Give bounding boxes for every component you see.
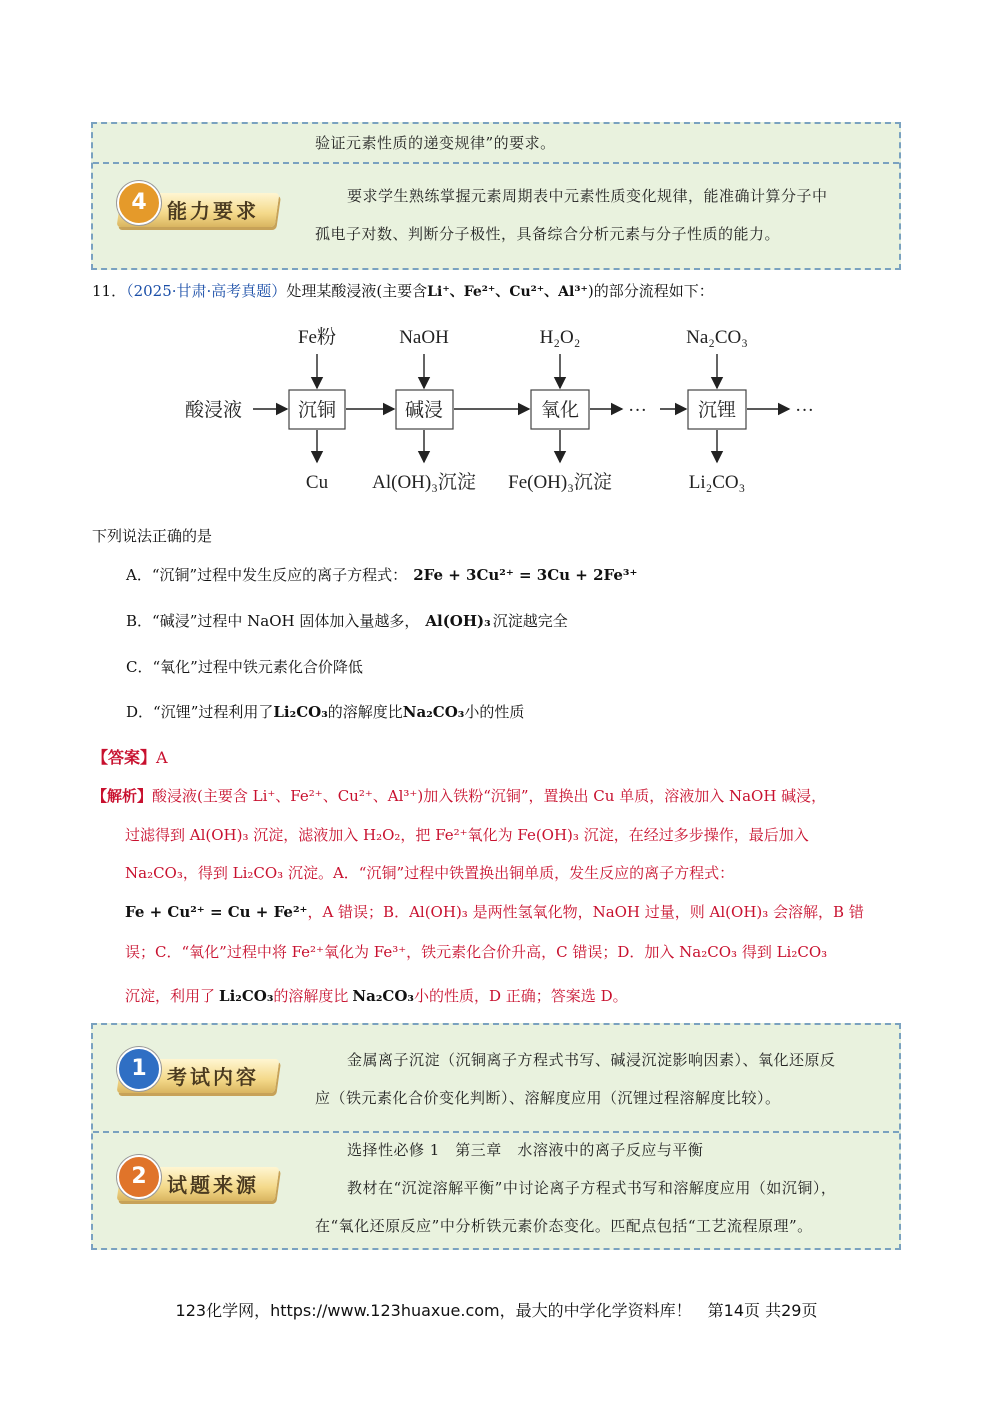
analysis-text: ，A 错误；B．Al(OH)₃ 是两性氢氧化物，NaOH 过量，则 Al(OH)₃ 会溶解，B 错 bbox=[307, 903, 864, 921]
step-output: Al(OH)₃沉淀 bbox=[372, 472, 476, 493]
option-formula: Li₂CO₃ bbox=[273, 703, 328, 721]
option-letter: D． bbox=[126, 703, 154, 721]
question-number: 11． bbox=[92, 282, 127, 300]
analysis-text: 小的性质，D 正确；答案选 D。 bbox=[414, 987, 628, 1005]
flow-ellipsis: ··· bbox=[795, 400, 814, 421]
step-input: H₂O₂ bbox=[539, 327, 581, 348]
option-formula: Al(OH)₃ bbox=[425, 612, 491, 630]
analysis-line bbox=[125, 900, 864, 924]
box-line: 要求学生熟练掌握元素周期表中元素性质变化规律，能准确计算分子中 bbox=[347, 187, 828, 205]
answer-label: 【答案】 bbox=[92, 748, 157, 767]
question-source-badge bbox=[111, 1153, 281, 1211]
process-flow-diagram bbox=[0, 310, 993, 510]
question-stem bbox=[92, 279, 714, 304]
option-text: “沉铜”过程中发生反应的离子方程式： bbox=[151, 566, 408, 584]
box-line: 应（铁元素化合价变化判断）、溶解度应用（沉锂过程溶解度比较）。 bbox=[315, 1089, 781, 1107]
step-label: 氧化 bbox=[540, 400, 580, 421]
option-c bbox=[126, 656, 363, 677]
exam-content-badge bbox=[111, 1045, 281, 1103]
step-input: NaOH bbox=[399, 327, 449, 348]
stem-text: 处理某酸浸液(主要含 bbox=[286, 282, 428, 300]
page-footer: 123化学网，https://www.123huaxue.com，最大的中学化学资料库！ 第14页 共29页 bbox=[175, 1301, 818, 1320]
box-divider bbox=[93, 162, 899, 164]
option-text: “氧化”过程中铁元素化合价降低 bbox=[152, 658, 363, 676]
badge-label: 试题来源 bbox=[167, 1173, 259, 1197]
option-letter: C． bbox=[126, 658, 153, 676]
step-output: Li₂CO₃ bbox=[688, 472, 746, 493]
option-formula: Na₂CO₃ bbox=[402, 703, 465, 721]
answer bbox=[92, 746, 168, 770]
option-text: “沉锂”过程利用了 bbox=[153, 703, 274, 721]
analysis-line bbox=[125, 984, 628, 1008]
analysis-line bbox=[92, 784, 826, 808]
analysis-text: 沉淀，利用了 bbox=[125, 987, 216, 1005]
badge-number: 4 bbox=[117, 181, 161, 225]
option-d bbox=[126, 701, 524, 722]
box-line: 选择性必修 1 第三章 水溶液中的离子反应与平衡 bbox=[347, 1141, 704, 1159]
analysis-text: 酸浸液(主要含 Li⁺、Fe²⁺、Cu²⁺、Al³⁺)加入铁粉“沉铜”，置换出 Cu 单质，溶液加入 NaOH 碱浸， bbox=[152, 787, 827, 805]
option-text: 小的性质 bbox=[464, 703, 525, 721]
badge-number: 2 bbox=[117, 1155, 161, 1199]
step-label: 沉锂 bbox=[697, 400, 737, 421]
step-input: Fe粉 bbox=[297, 327, 337, 348]
step-input: Na₂CO₃ bbox=[686, 327, 748, 348]
flow-start: 酸浸液 bbox=[185, 400, 243, 421]
option-a bbox=[126, 564, 637, 585]
step-label: 沉铜 bbox=[297, 400, 337, 421]
analysis-line: Na₂CO₃，得到 Li₂CO₃ 沉淀。A．“沉铜”过程中铁置换出铜单质，发生反应的离子方程式： bbox=[125, 864, 735, 882]
flow-ellipsis: ··· bbox=[628, 400, 647, 421]
option-formula: 2Fe + 3Cu²⁺ = 3Cu + 2Fe³⁺ bbox=[413, 566, 638, 584]
analysis-formula: Na₂CO₃ bbox=[352, 987, 414, 1005]
answer-value: A bbox=[156, 748, 168, 767]
badge-label: 能力要求 bbox=[167, 199, 259, 223]
badge-label: 考试内容 bbox=[167, 1065, 259, 1089]
badge-number: 1 bbox=[117, 1047, 161, 1091]
box-line: 金属离子沉淀（沉铜离子方程式书写、碱浸沉淀影响因素）、氧化还原反 bbox=[347, 1051, 836, 1069]
exam-info-box bbox=[91, 1023, 901, 1250]
box-line: 验证元素性质的递变规律”的要求。 bbox=[315, 134, 556, 152]
requirement-box bbox=[91, 122, 901, 270]
box-line: 孤电子对数、判断分子极性，具备综合分析元素与分子性质的能力。 bbox=[315, 225, 781, 243]
analysis-line: 误；C．“氧化”过程中将 Fe²⁺氧化为 Fe³⁺，铁元素化合价升高，C 错误；D．加入 Na₂CO₃ 得到 Li₂CO₃ bbox=[125, 943, 828, 961]
stem-ions: Li⁺、Fe²⁺、Cu²⁺、Al³⁺ bbox=[427, 284, 588, 300]
step-label: 碱浸 bbox=[404, 400, 444, 421]
analysis-label: 【解析】 bbox=[92, 787, 153, 805]
stem-text: )的部分流程如下： bbox=[587, 282, 714, 300]
ability-badge bbox=[111, 179, 281, 237]
question-source: （2025·甘肃·高考真题） bbox=[126, 282, 287, 300]
box-line: 教材在“沉淀溶解平衡”中讨论离子方程式书写和溶解度应用（如沉铜）， bbox=[347, 1179, 837, 1197]
option-letter: A． bbox=[126, 566, 152, 584]
option-b bbox=[126, 610, 568, 631]
step-output: Cu bbox=[305, 472, 329, 493]
analysis-formula: Li₂CO₃ bbox=[219, 987, 274, 1005]
option-letter: B． bbox=[126, 612, 153, 630]
box-line: 在“氧化还原反应”中分析铁元素价态变化。匹配点包括“工艺流程原理”。 bbox=[315, 1217, 813, 1235]
analysis-formula: Fe + Cu²⁺ = Cu + Fe²⁺ bbox=[125, 903, 308, 921]
analysis-text: 的溶解度比 bbox=[273, 987, 349, 1005]
step-output: Fe(OH)₃沉淀 bbox=[508, 472, 612, 493]
option-text: 的溶解度比 bbox=[327, 703, 403, 721]
analysis-line: 过滤得到 Al(OH)₃ 沉淀，滤液加入 H₂O₂，把 Fe²⁺氧化为 Fe(OH)₃ 沉淀，在经过多步操作，最后加入 bbox=[125, 826, 809, 844]
option-text: 沉淀越完全 bbox=[492, 612, 568, 630]
option-text: “碱浸”过程中 NaOH 固体加入量越多， bbox=[152, 612, 420, 630]
question-prompt: 下列说法正确的是 bbox=[92, 527, 213, 545]
